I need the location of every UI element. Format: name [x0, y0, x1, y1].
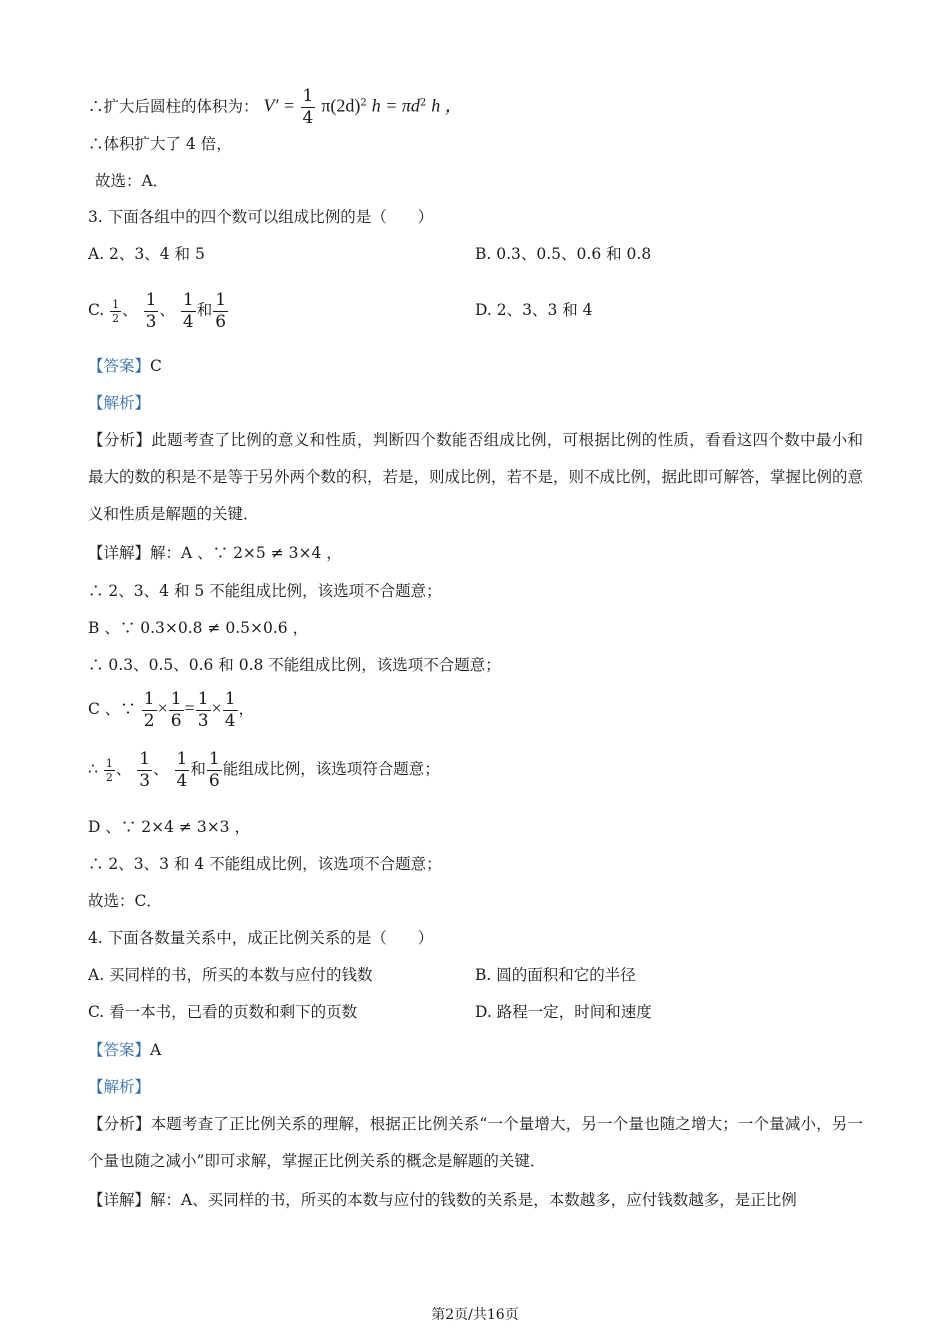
denominator: 3: [197, 710, 209, 731]
answer-line: [88, 1039, 161, 1061]
times-sign: ×: [157, 698, 168, 718]
comma: ，: [238, 700, 255, 718]
question-4: 4. 下面各数量关系中，成正比例关系的是（ ）: [88, 929, 434, 947]
numerator: 1: [170, 688, 182, 709]
equals-sign: =: [184, 698, 195, 718]
detail-d: D 、∵ 2×4 ≠ 3×3 ，: [88, 818, 250, 836]
math-v: V′ =: [263, 95, 300, 116]
denominator: 2: [105, 770, 113, 784]
detail-c2: [88, 749, 440, 790]
option-b: B. 0.3、0.5、0.6 和 0.8: [475, 245, 652, 263]
fraction-half: [110, 298, 121, 325]
detail-text: 解：A 、∵ 2×5 ≠ 3×4 ，: [150, 544, 342, 562]
times-sign: ×: [211, 698, 222, 718]
option-a: A. 2、3、4 和 5: [88, 245, 205, 263]
fraction-quarter: [301, 88, 316, 127]
option-c: [88, 290, 229, 331]
answer-tag: 【答案】: [88, 357, 151, 375]
question-3: 3. 下面各组中的四个数可以组成比例的是（ ）: [88, 208, 434, 226]
fraction-sixth: [213, 289, 228, 332]
option-b: B. 圆的面积和它的半径: [475, 966, 636, 984]
denominator: 4: [302, 108, 314, 128]
text: ∴扩大后圆柱的体积为：: [88, 97, 259, 116]
separator: 、: [122, 301, 138, 319]
option-d: D. 2、3、3 和 4: [475, 301, 593, 319]
detail-text: 能组成比例，该选项符合题意；: [222, 760, 440, 778]
detail-b: B 、∵ 0.3×0.8 ≠ 0.5×0.6 ，: [88, 619, 309, 637]
volume-line: [88, 88, 463, 127]
fraction-half: [104, 757, 115, 784]
exponent: 2: [419, 97, 427, 109]
option-label: C.: [88, 301, 105, 319]
fraction-half: [142, 688, 157, 731]
detail-c: [88, 688, 254, 730]
numerator: 1: [105, 756, 113, 770]
detail-d2: ∴ 2、3、3 和 4 不能组成比例，该选项不合题意；: [88, 855, 442, 873]
detail-b2: ∴ 0.3、0.5、0.6 和 0.8 不能组成比例，该选项不合题意；: [88, 656, 501, 674]
detail-text: C 、∵: [88, 700, 136, 718]
choose-line: 故选：C．: [88, 892, 162, 910]
detail-4: [88, 1189, 797, 1211]
text-line: 故选：A．: [95, 172, 169, 190]
denominator: 3: [145, 311, 157, 332]
option-c: C. 看一本书，已看的页数和剩下的页数: [88, 1003, 358, 1021]
numerator: 1: [197, 688, 209, 709]
conjunction: 和: [190, 760, 206, 778]
numerator: 1: [139, 748, 151, 769]
numerator: 1: [215, 289, 227, 310]
separator: 、: [153, 760, 169, 778]
detail-text: 解：A、买同样的书，所买的本数与应付的钱数的关系是，本数越多，应付钱数越多，是正比例: [150, 1191, 797, 1209]
fenxi-tag: 【分析】: [88, 1115, 151, 1133]
math-term: h ，: [431, 95, 463, 116]
numerator: 1: [176, 748, 188, 769]
denominator: 6: [208, 770, 220, 791]
answer-line: [88, 355, 162, 377]
math-term: π(2d): [321, 95, 361, 116]
numerator: 1: [208, 748, 220, 769]
detail-tag: 【详解】: [88, 1191, 151, 1209]
numerator: 1: [182, 289, 194, 310]
numerator: 1: [224, 688, 236, 709]
denominator: 3: [139, 770, 151, 791]
analysis-tag: 【解析】: [88, 394, 151, 412]
analysis-paragraph: [88, 1106, 863, 1180]
option-d: D. 路程一定，时间和速度: [475, 1003, 652, 1021]
detail-a: [88, 542, 342, 564]
analysis-paragraph: [88, 422, 863, 533]
denominator: 6: [215, 311, 227, 332]
detail-tag: 【详解】: [88, 544, 151, 562]
denominator: 6: [170, 710, 182, 731]
fraction-quarter: [223, 688, 238, 731]
fenxi-text: 此题考查了比例的意义和性质，判断四个数能否组成比例，可根据比例的性质，看看这四个数中最小和最大的数的积是不是等于另外两个数的积，若是，则成比例，若不是，则不成比例，据此即可解答，掌握比例的意义和性质是解题的关键．: [88, 431, 864, 523]
fraction-third: [144, 289, 159, 332]
numerator: 1: [112, 297, 120, 311]
denominator: 4: [224, 710, 236, 731]
detail-a2: ∴ 2、3、4 和 5 不能组成比例，该选项不合题意；: [88, 582, 442, 600]
fenxi-tag: 【分析】: [88, 431, 152, 449]
answer-value: A: [150, 1041, 162, 1059]
therefore: ∴: [88, 760, 98, 778]
fraction-quarter: [181, 289, 196, 332]
answer-tag: 【答案】: [88, 1041, 151, 1059]
fraction-third: [196, 688, 211, 731]
numerator: 1: [302, 86, 314, 106]
separator: 、: [159, 301, 175, 319]
separator: 、: [115, 760, 132, 778]
analysis-tag: 【解析】: [88, 1078, 151, 1096]
fraction-third: [137, 748, 152, 791]
fenxi-text: 本题考查了正比例关系的理解，根据正比例关系“一个量增大，另一个量也随之增大；一个量减小，另一个量也随之减小”即可求解，掌握正比例关系的概念是解题的关键．: [88, 1115, 863, 1170]
numerator: 1: [143, 688, 155, 709]
fraction-sixth: [169, 688, 184, 731]
conjunction: 和: [196, 301, 213, 319]
option-a: A. 买同样的书，所买的本数与应付的钱数: [88, 966, 373, 984]
numerator: 1: [145, 289, 157, 310]
fraction-quarter: [175, 748, 190, 791]
denominator: 2: [112, 311, 120, 325]
answer-value: C: [150, 357, 162, 375]
page-footer: 第2页/共16页: [431, 1307, 519, 1323]
exponent: 2: [360, 97, 367, 109]
denominator: 4: [176, 770, 188, 791]
denominator: 2: [143, 710, 155, 731]
math-term: h = πd: [371, 95, 420, 116]
text-line: ∴体积扩大了 4 倍，: [88, 135, 232, 153]
denominator: 4: [182, 311, 194, 332]
fraction-sixth: [207, 748, 222, 791]
